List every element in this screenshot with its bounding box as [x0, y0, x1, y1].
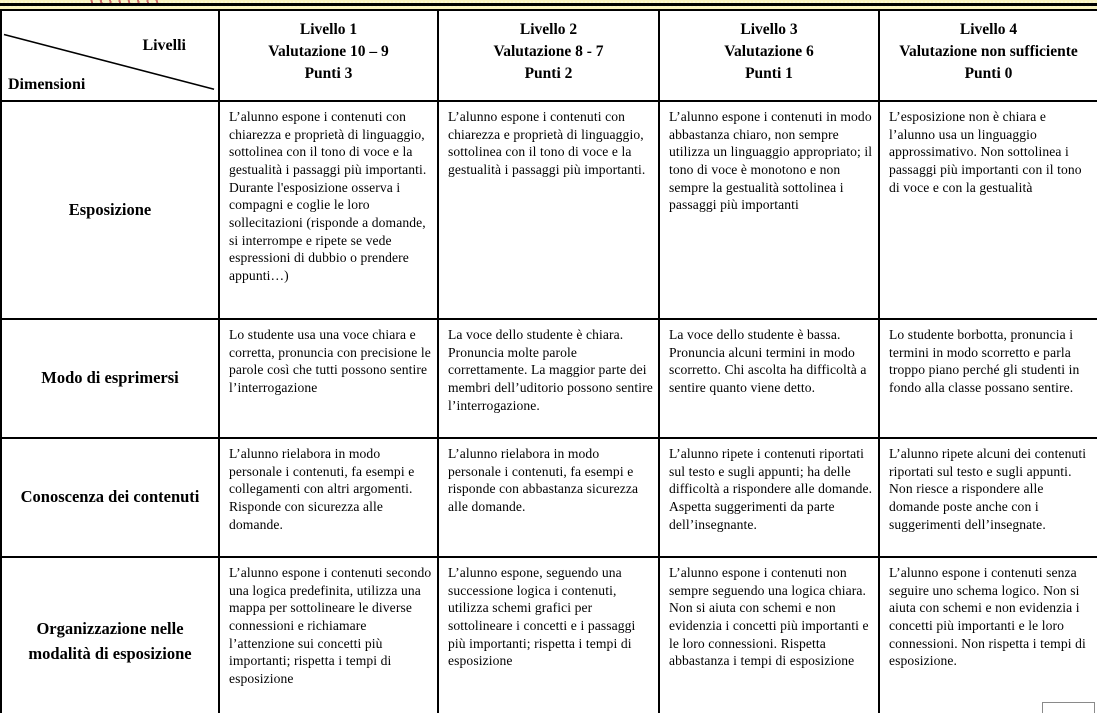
- row-label-modo-di-esprimersi: Modo di esprimersi: [1, 319, 219, 438]
- highlighted-strip: [0, 0, 1097, 9]
- level-4-header: [879, 10, 1097, 101]
- rubric-cell: La voce dello studente è chiara. Pronuncia molte parole correttamente. La maggior parte dei membri dell’uditorio possono sentire l’interrogazione.: [438, 319, 659, 438]
- level-valutazione: Valutazione non sufficiente: [899, 43, 1078, 60]
- level-1-header: [219, 10, 438, 101]
- row-label-conoscenza-dei-contenuti: Conoscenza dei contenuti: [1, 438, 219, 557]
- level-title: Livello 1: [299, 21, 358, 38]
- table-row-conoscenza-dei-contenuti: [1, 438, 1097, 557]
- level-punti: Punti 0: [964, 65, 1013, 82]
- header-row: [1, 10, 1097, 101]
- rubric-cell: L’alunno espone i contenuti non sempre seguendo una logica chiara. Non si aiuta con schemi e non evidenzia i concetti più importanti e le loro connessioni. Rispetta abbastanza i tempi di esposizione: [659, 557, 879, 713]
- rubric-cell: L’alunno ripete alcuni dei contenuti riportati sul testo e sugli appunti. Non riesce a rispondere alle domande poste anche con i suggerimenti dell’insegnate.: [879, 438, 1097, 557]
- corner-cell: [1, 10, 219, 101]
- level-title: Livello 3: [740, 21, 798, 38]
- rubric-cell: L’alunno espone i contenuti secondo una logica predefinita, utilizza una mappa per sottolineare le diverse connessioni e richiamare l’attenzione sui concetti più importanti; rispetta i tempi di esposizione: [219, 557, 438, 713]
- level-punti: Punti 2: [524, 65, 573, 82]
- level-valutazione: Valutazione 6: [724, 43, 814, 60]
- row-label-esposizione: Esposizione: [1, 101, 219, 319]
- level-2-header: [438, 10, 659, 101]
- rubric-cell: L’alunno ripete i contenuti riportati sul testo e sugli appunti; ha delle difficoltà a rispondere alle domande. Aspetta suggerimenti da parte dell’insegnante.: [659, 438, 879, 557]
- rubric-cell: L’alunno rielabora in modo personale i contenuti, fa esempi e collegamenti con altri argomenti. Risponde con sicurezza alle domande.: [219, 438, 438, 557]
- rubric-cell: L’alunno espone i contenuti con chiarezza e proprietà di linguaggio, sottolinea con il tono di voce e la gestualità i passaggi più importanti.: [438, 101, 659, 319]
- corner-label-dimensioni: Dimensioni: [8, 76, 86, 93]
- rubric-cell: L’alunno rielabora in modo personale i contenuti, fa esempi e risponde con abbastanza sicurezza alle domande.: [438, 438, 659, 557]
- evaluation-rubric-table: [0, 9, 1097, 713]
- table-row-esposizione: [1, 101, 1097, 319]
- rubric-cell: L’esposizione non è chiara e l’alunno usa un linguaggio approssimativo. Non sottolinea i passaggi più importanti con il tono di voce e con la gestualità: [879, 101, 1097, 319]
- level-title: Livello 4: [959, 21, 1018, 38]
- rubric-cell: Lo studente usa una voce chiara e corretta, pronuncia con precisione le parole così che tutti possono sentire l’interrogazione: [219, 319, 438, 438]
- level-punti: Punti 3: [304, 65, 353, 82]
- rubric-cell: Lo studente borbotta, pronuncia i termini in modo scorretto e parla troppo piano perché gli studenti in fondo alla classe possano sentire.: [879, 319, 1097, 438]
- rubric-cell: L’alunno espone i contenuti senza seguire uno schema logico. Non si aiuta con schemi e non evidenzia i concetti più importanti e le loro connessioni. Non rispetta i tempi di esposizione.: [879, 557, 1097, 713]
- level-punti: Punti 1: [745, 65, 793, 82]
- table-row-modo-di-esprimersi: [1, 319, 1097, 438]
- level-3-header: [659, 10, 879, 101]
- level-valutazione: Valutazione 10 – 9: [268, 43, 389, 60]
- table-row-organizzazione: [1, 557, 1097, 713]
- rubric-cell: L’alunno espone i contenuti in modo abbastanza chiaro, non sempre utilizza un linguaggio appropriato; il tono di voce è monotono e non sempre la gestualità sottolinea i passaggi più importanti: [659, 101, 879, 319]
- row-label-organizzazione: Organizzazione nelle modalità di esposizione: [1, 557, 219, 713]
- level-valutazione: Valutazione 8 - 7: [493, 43, 604, 60]
- table-top-border: [0, 3, 1097, 6]
- rubric-cell: L’alunno espone i contenuti con chiarezza e proprietà di linguaggio, sottolinea con il tono di voce e la gestualità i passaggi più importanti. Durante l'esposizione osserva i compagni e coglie le loro sollecitazioni (risponde a domande, si interrompe e ripete se vede espressioni di dubbio o prendere appunti…): [219, 101, 438, 319]
- level-title: Livello 2: [519, 21, 578, 38]
- corner-label-livelli: Livelli: [142, 37, 186, 54]
- partial-scroll-widget[interactable]: [1042, 702, 1095, 713]
- rubric-cell: L’alunno espone, seguendo una successione logica i contenuti, utilizza schemi grafici per sottolineare i concetti e i passaggi più importanti; rispetta i tempi di esposizione: [438, 557, 659, 713]
- rubric-cell: La voce dello studente è bassa. Pronuncia alcuni termini in modo scorretto. Chi ascolta ha difficoltà a sentire quanto viene detto.: [659, 319, 879, 438]
